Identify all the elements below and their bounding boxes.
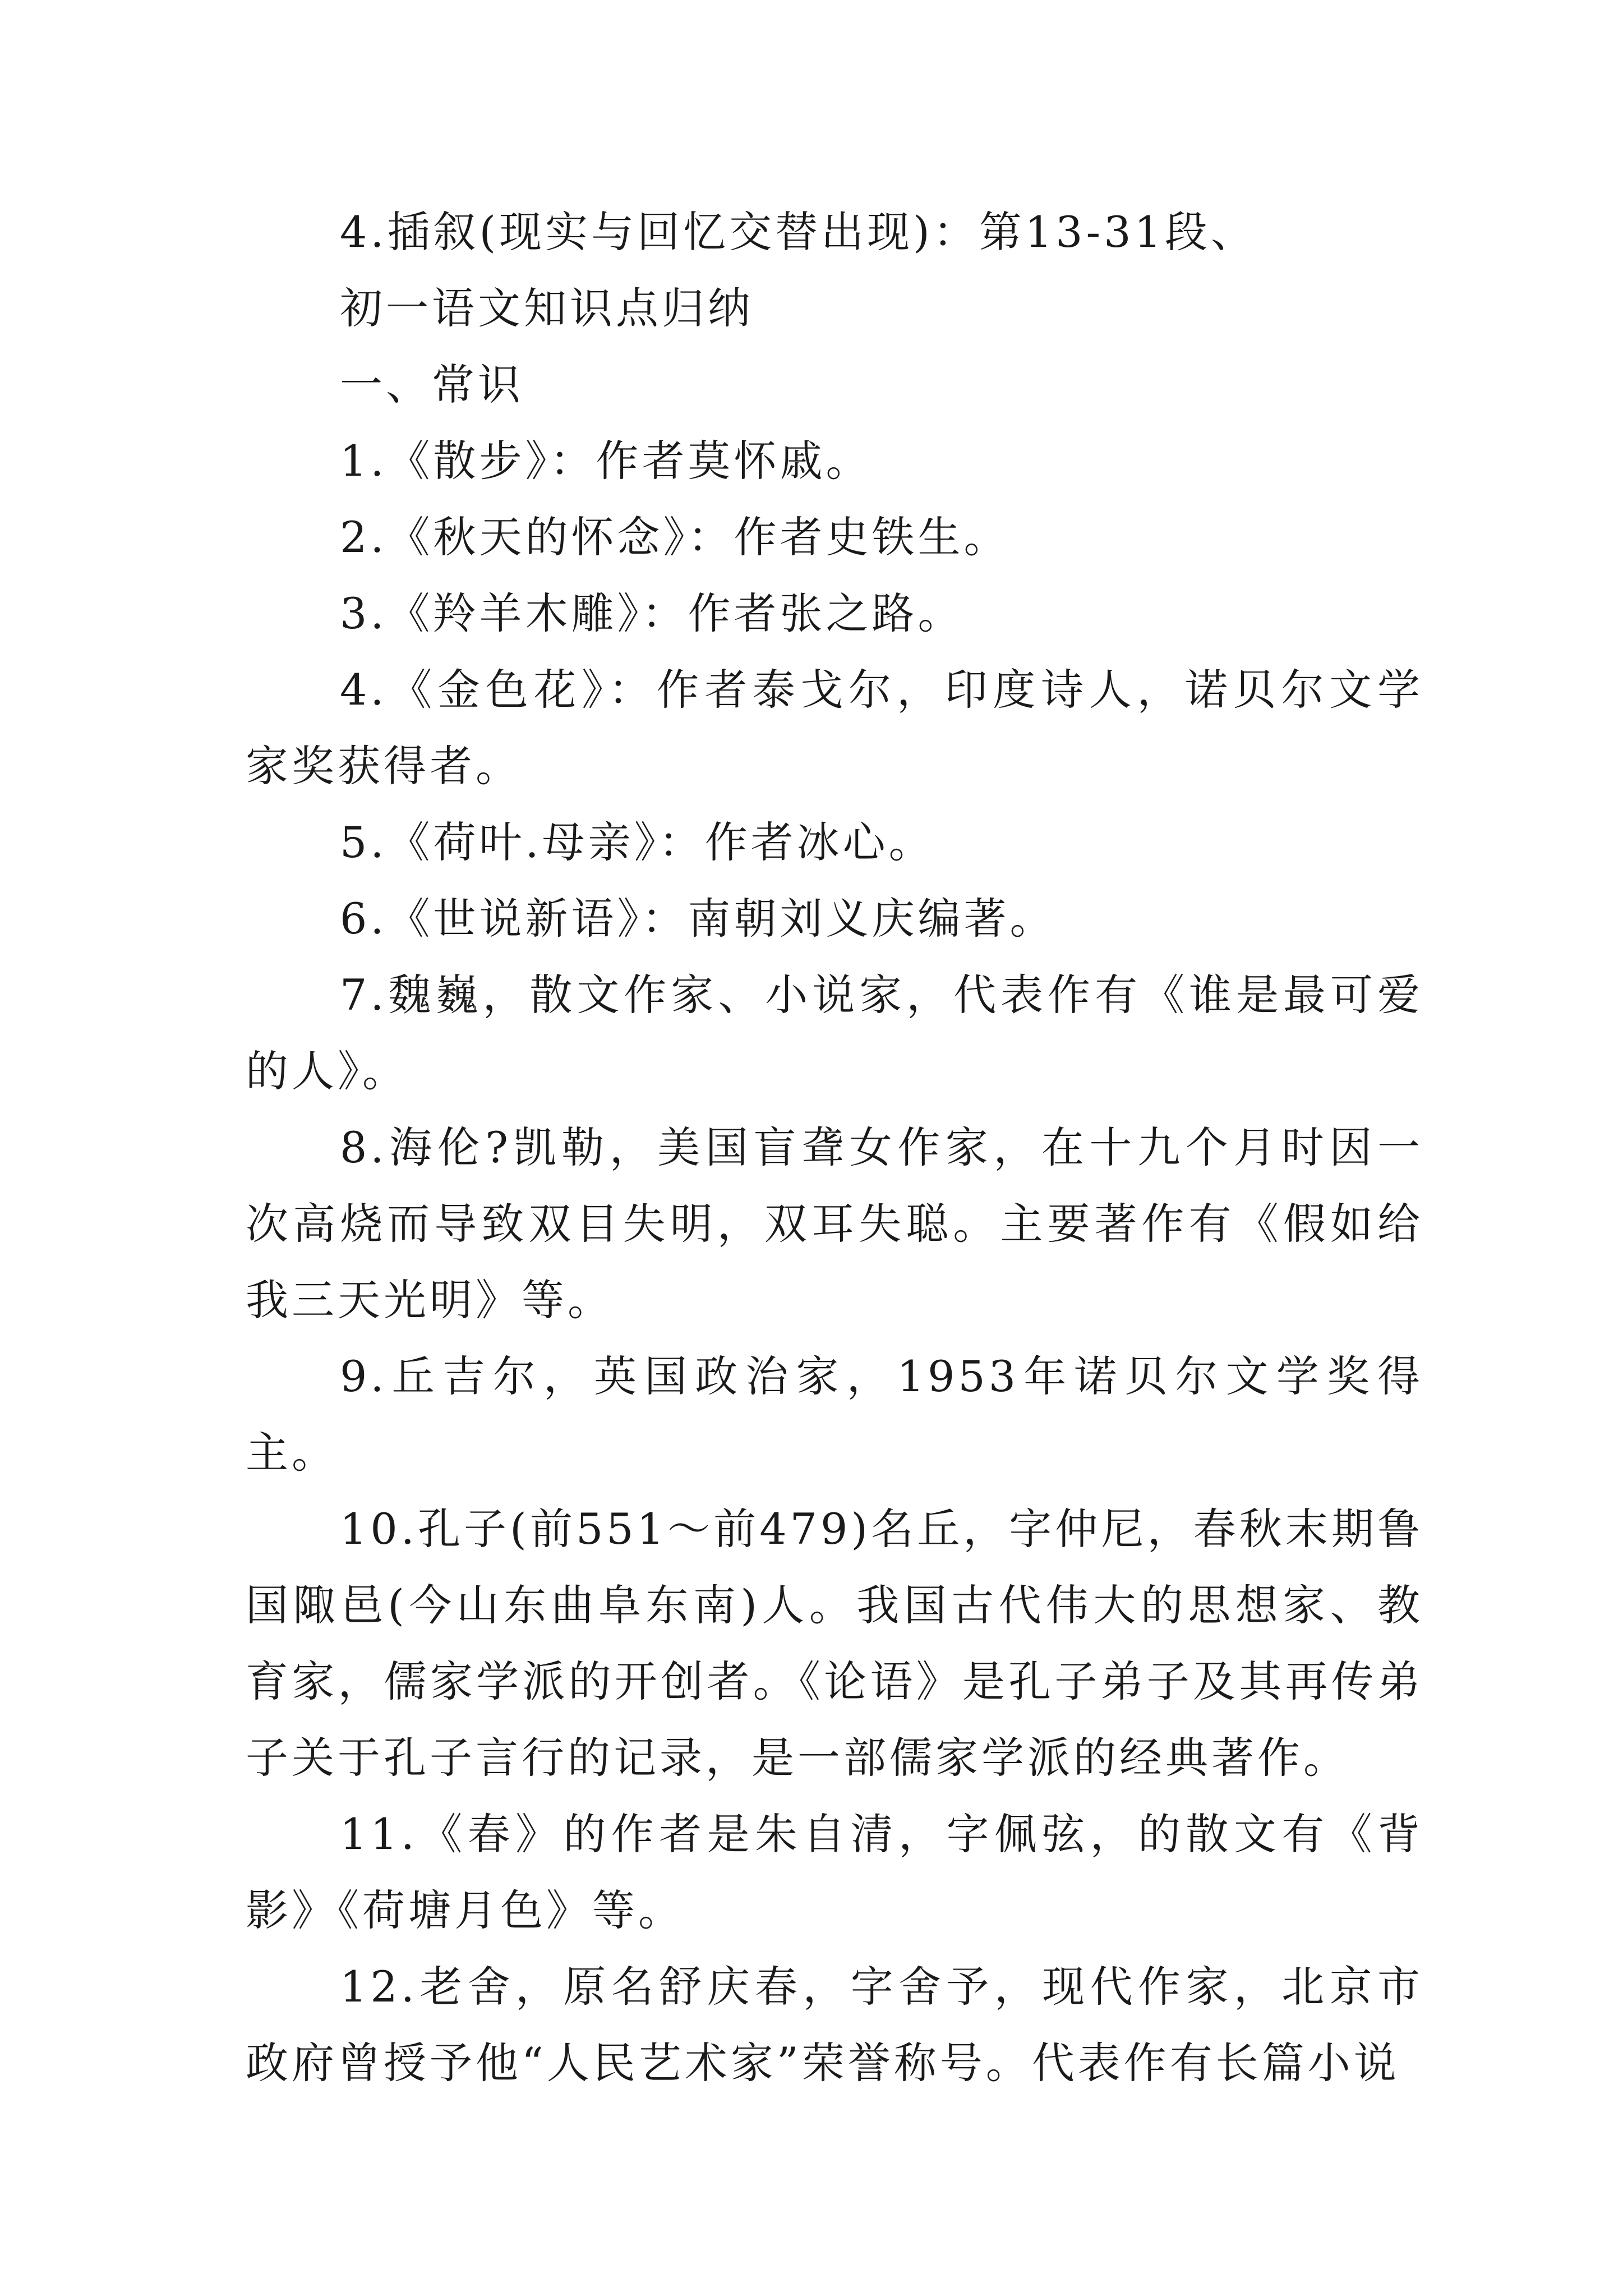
list-item: 5.《荷叶.母亲》：作者冰心。 <box>340 817 935 867</box>
paragraph-insert-narration: 4.插叙(现实与回忆交替出现)：第13-31段、 <box>340 207 1257 257</box>
list-item: 8.海伦?凯勒，美国盲聋女作家，在十九个月时因一次高烧而导致双目失明，双耳失聪。主要著作有《假如给我三天光明》等。 <box>246 1122 1423 1325</box>
list-item: 6.《世说新语》：南朝刘义庆编著。 <box>340 894 1056 944</box>
list-item: 12.老舍，原名舒庆春，字舍予，现代作家，北京市政府曾授予他“人民艺术家”荣誉称号。代表作有长篇小说 <box>246 1962 1423 2088</box>
list-item: 11.《春》的作者是朱自清，字佩弦，的散文有《背影》《荷塘月色》等。 <box>246 1809 1423 1935</box>
list-item: 4.《金色花》：作者泰戈尔，印度诗人，诺贝尔文学家奖获得者。 <box>246 665 1423 791</box>
document-body <box>246 194 1423 2101</box>
list-item: 3.《羚羊木雕》：作者张之路。 <box>340 588 964 638</box>
list-item: 1.《散步》：作者莫怀戚。 <box>340 436 872 486</box>
list-item: 7.魏巍，散文作家、小说家，代表作有《谁是最可爱的人》。 <box>246 970 1423 1096</box>
list-item: 2.《秋天的怀念》：作者史铁生。 <box>340 512 1010 562</box>
list-item: 9.丘吉尔，英国政治家，1953年诺贝尔文学奖得主。 <box>246 1351 1423 1478</box>
section-title: 初一语文知识点归纳 <box>340 283 754 333</box>
section-heading-common-knowledge: 一、常识 <box>340 360 524 409</box>
list-item: 10.孔子(前551～前479)名丘，字仲尼，春秋末期鲁国陬邑(今山东曲阜东南)人。我国古代伟大的思想家、教育家，儒家学派的开创者。《论语》是孔子弟子及其再传弟子关于孔子言行的记录，是一部儒家学派的经典著作。 <box>246 1504 1423 1783</box>
